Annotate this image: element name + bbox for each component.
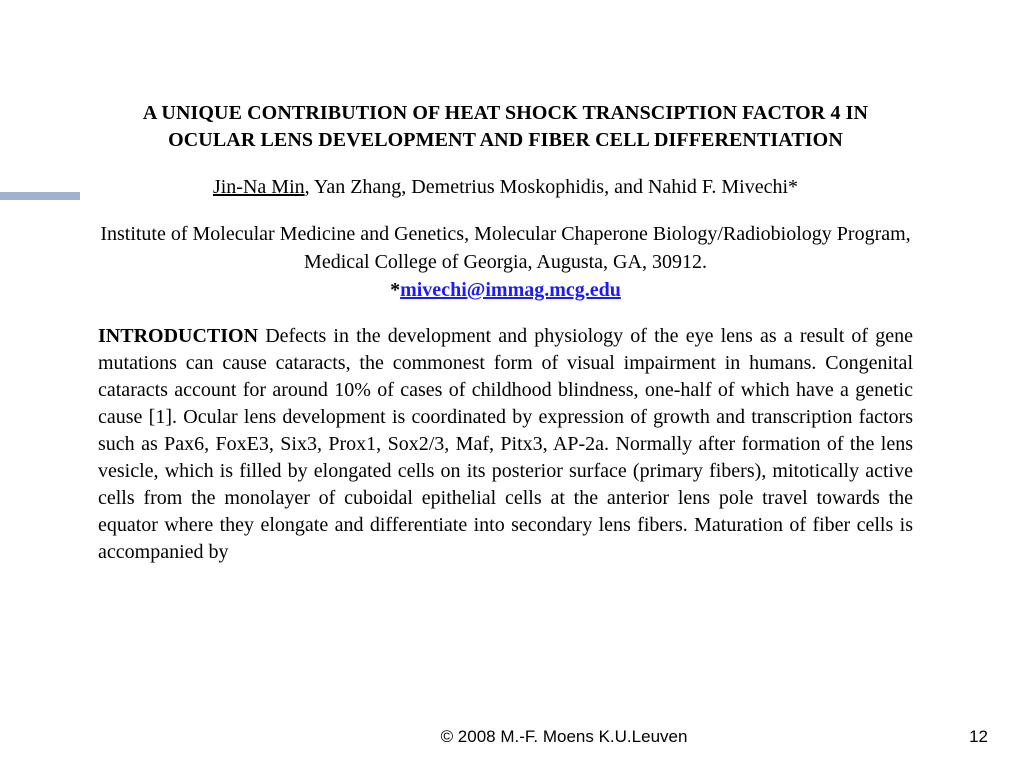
accent-bar [0,192,80,200]
first-author: Jin-Na Min [212,176,305,198]
footer-copyright: © 2008 M.-F. Moens K.U.Leuven [440,727,688,746]
author-list [98,174,913,200]
paper-excerpt [98,100,913,664]
email-prefix: * [390,279,401,301]
introduction-paragraph [98,323,913,566]
intro-body: Defects in the development and physiology of the eye lens as a result of gene mutations can cause cataracts, the commonest form of visual impairment in humans. Congenital cataracts account for around 10% of cases of childhood blindness, one-half of which have a genetic cause [1]. Ocular lens development is coordinated by expression of growth and transcription factors such as Pax6, FoxE3, Six3, Prox1, Sox2/3, Maf, Pitx3, AP-2a. Normally after formation of the lens vesicle, which is filled by elongated cells on its posterior surface (primary fibers), mitotically active cells from the monolayer of cuboidal epithelial cells at the anterior lens pole travel towards the equator where they elongate and differentiate into secondary lens fibers. Maturation of fiber cells is accompanied by [98,325,913,563]
affiliation-text: Institute of Molecular Medicine and Genetics, Molecular Chaperone Biology/Radiobiology Program, Medical College of Georgia, Augusta, GA, 30912. [100,223,911,273]
other-authors: , Yan Zhang, Demetrius Moskophidis, and Nahid F. Mivechi* [304,176,799,198]
email-link[interactable]: mivechi@immag.mcg.edu [400,279,621,301]
paper-title: A UNIQUE CONTRIBUTION OF HEAT SHOCK TRANSCIPTION FACTOR 4 IN OCULAR LENS DEVELOPMENT AND FIBER CELL DIFFERENTIATION [142,102,869,151]
intro-heading: INTRODUCTION [98,325,259,347]
page-number: 12 [969,727,988,746]
affiliation [98,220,913,304]
email-line [98,276,913,304]
slide-footer [0,727,1024,747]
